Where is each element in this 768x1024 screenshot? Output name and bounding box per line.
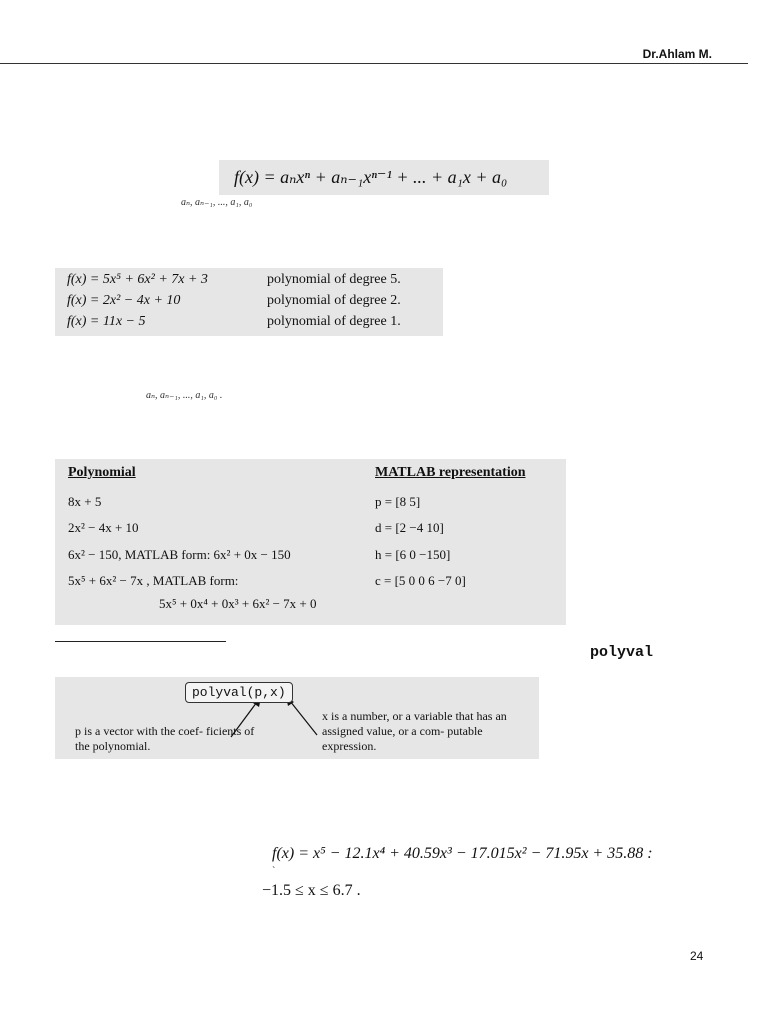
examples-box	[55, 268, 443, 336]
example-degree: polynomial of degree 5.	[267, 272, 401, 287]
table-header-representation: MATLAB representation	[375, 465, 526, 480]
table-cell-representation: c = [5 0 0 6 −7 0]	[375, 573, 466, 588]
polyval-command: polyval(p,x)	[185, 682, 293, 703]
problem-polynomial: f(x) = x⁵ − 12.1x⁴ + 40.59x³ − 17.015x² − 71.95x + 35.88 :	[272, 845, 653, 862]
stray-mark: `	[272, 866, 276, 877]
table-cell-representation: h = [6 0 −150]	[375, 547, 451, 562]
section-divider	[55, 641, 226, 642]
x-argument-note: x is a number, or a variable that has an assigned value, or a com- putable expression.	[322, 709, 507, 753]
general-coefficients: aₙ, aₙ₋₁, ..., a₁, a₀	[181, 197, 253, 208]
problem-domain: −1.5 ≤ x ≤ 6.7 .	[262, 882, 361, 899]
polyval-keyword: polyval	[590, 644, 654, 661]
arrow-to-x	[290, 701, 317, 735]
table-cell-representation: p = [8 5]	[375, 494, 421, 509]
table-header-polynomial: Polynomial	[68, 465, 136, 480]
table-cell-polynomial: 5x⁵ + 6x² − 7x , MATLAB form:	[68, 573, 239, 588]
example-formula: f(x) = 11x − 5	[67, 314, 146, 329]
general-polynomial-formula: f(x) = aₙxⁿ + aₙ₋₁xⁿ⁻¹ + ... + a₁x + a₀	[234, 167, 508, 187]
coefficients-note: aₙ, aₙ₋₁, ..., a₁, a₀ .	[146, 390, 223, 401]
example-degree: polynomial of degree 1.	[267, 314, 401, 329]
example-degree: polynomial of degree 2.	[267, 293, 401, 308]
p-argument-note: p is a vector with the coef- ficients of the polynomial.	[75, 724, 255, 753]
example-formula: f(x) = 2x² − 4x + 10	[67, 293, 181, 308]
table-matlab-form-line: 5x⁵ + 0x⁴ + 0x³ + 6x² − 7x + 0	[159, 596, 317, 611]
polyval-syntax-box	[55, 677, 539, 759]
matlab-representation-table	[55, 459, 566, 625]
header-divider	[0, 63, 748, 64]
table-cell-polynomial: 2x² − 4x + 10	[68, 520, 139, 535]
header-author: Dr.Ahlam M.	[642, 47, 712, 61]
example-formula: f(x) = 5x⁵ + 6x² + 7x + 3	[67, 272, 208, 287]
table-cell-polynomial: 8x + 5	[68, 494, 102, 509]
table-cell-representation: d = [2 −4 10]	[375, 520, 444, 535]
table-cell-polynomial: 6x² − 150, MATLAB form: 6x² + 0x − 150	[68, 547, 291, 562]
page-number: 24	[690, 949, 704, 963]
